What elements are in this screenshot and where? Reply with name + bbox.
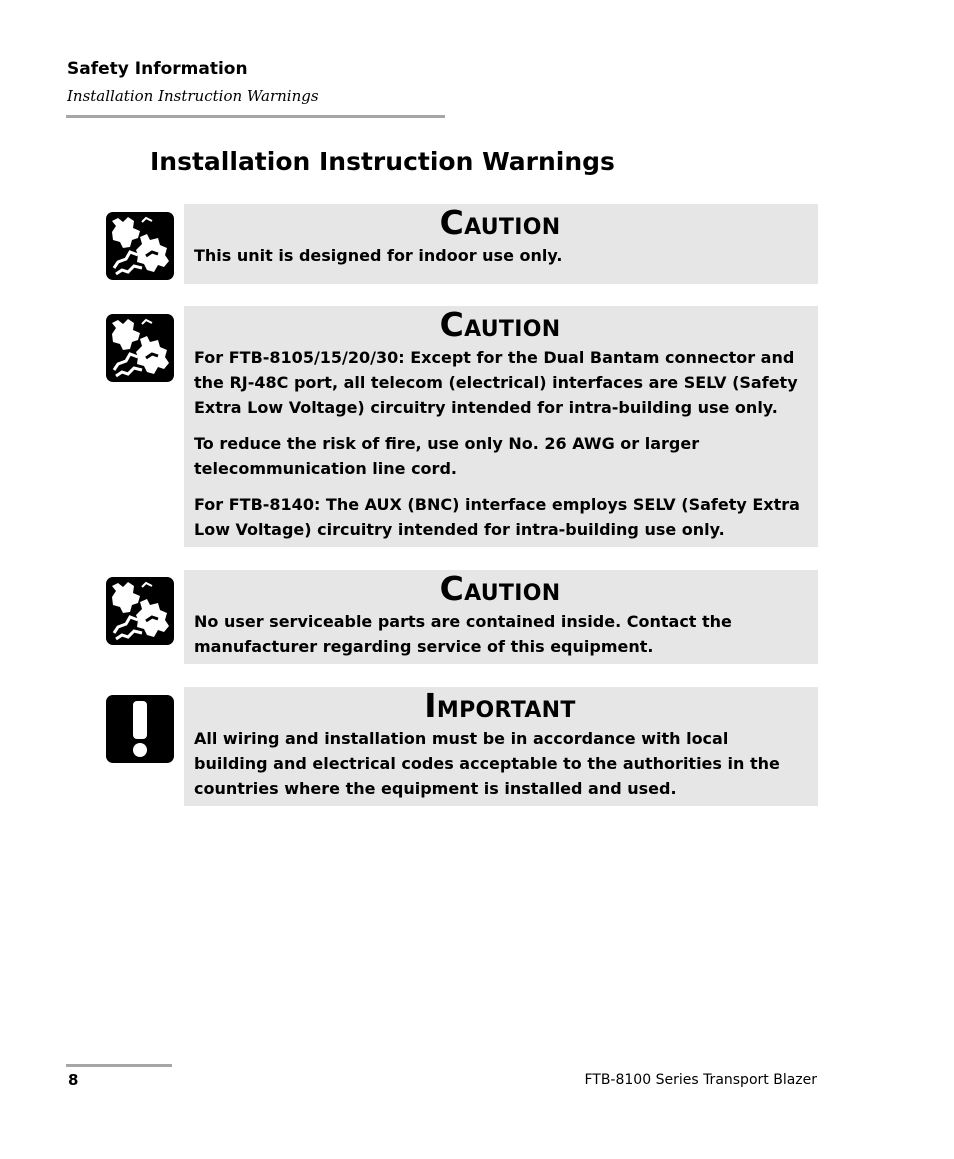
header-subsection-title: Installation Instruction Warnings bbox=[67, 87, 319, 105]
notice-box bbox=[184, 570, 818, 664]
important-exclamation-icon bbox=[106, 695, 174, 763]
header-rule bbox=[66, 115, 445, 118]
notice-text: All wiring and installation must be in accordance with local building and electrical codes acceptable to the authorities in the countries where the equipment is installed and used. bbox=[194, 729, 780, 798]
document-title: FTB-8100 Series Transport Blazer bbox=[584, 1072, 817, 1088]
notice-heading: CAUTION bbox=[439, 569, 561, 608]
notice-text: For FTB-8140: The AUX (BNC) interface employs SELV (Safety Extra Low Voltage) circuitry intended for intra-building use only. bbox=[194, 495, 800, 539]
header-section-title: Safety Information bbox=[67, 59, 248, 79]
notice-box bbox=[184, 204, 818, 284]
footer-rule bbox=[66, 1064, 172, 1067]
notice-text: To reduce the risk of fire, use only No. 26 AWG or larger telecommunication line cord. bbox=[194, 434, 700, 478]
caution-gear-icon bbox=[106, 314, 174, 382]
notice-text: This unit is designed for indoor use only. bbox=[194, 246, 563, 265]
notice-heading: CAUTION bbox=[439, 203, 561, 242]
running-header bbox=[67, 58, 319, 106]
page-title: Installation Instruction Warnings bbox=[150, 147, 615, 176]
caution-gear-icon bbox=[106, 577, 174, 645]
notice-heading: IMPORTANT bbox=[424, 686, 576, 725]
notice-text: For FTB-8105/15/20/30: Except for the Dual Bantam connector and the RJ-48C port, all telecom (electrical) interfaces are SELV (Safety Extra Low Voltage) circuitry intended for intra-building use only. bbox=[194, 348, 798, 417]
notice-heading: CAUTION bbox=[439, 305, 561, 344]
notice-text: No user serviceable parts are contained inside. Contact the manufacturer regarding service of this equipment. bbox=[194, 612, 732, 656]
notice-box bbox=[184, 687, 818, 806]
page-number: 8 bbox=[68, 1071, 79, 1089]
caution-gear-icon bbox=[106, 212, 174, 280]
notice-box bbox=[184, 306, 818, 547]
